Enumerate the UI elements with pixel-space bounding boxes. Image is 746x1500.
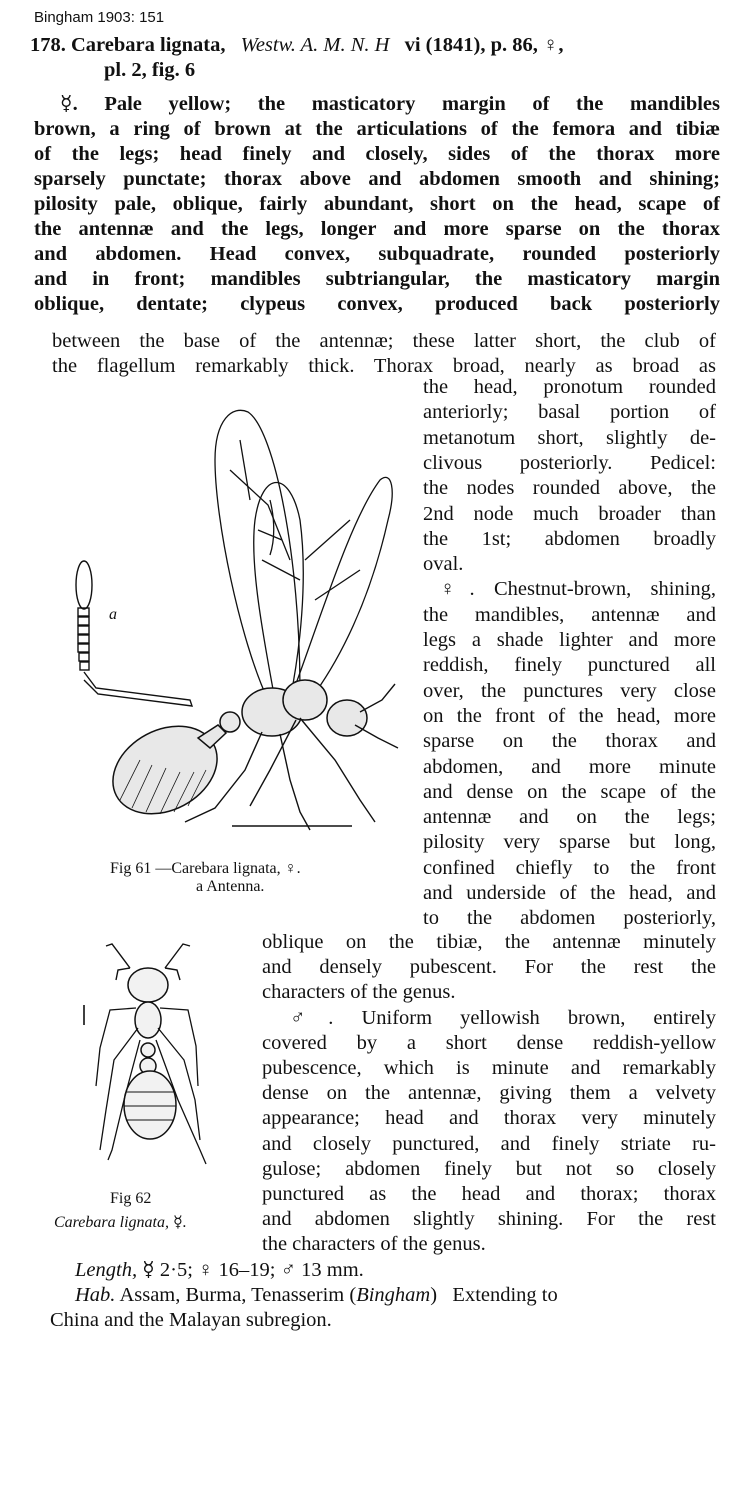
text-line: and abdomen slightly shining. For the rest	[262, 1208, 716, 1231]
species-authority: Westw. A. M. N. H	[240, 34, 390, 56]
text-line: the flagellum remarkably thick. Thorax broad, nearly as broad as	[52, 355, 716, 377]
text-line: the antennæ and the legs, longer and more sparse on the thorax	[34, 218, 720, 240]
text-line: anteriorly; basal portion of	[423, 401, 716, 424]
text-line: antennæ and on the legs;	[423, 806, 716, 829]
text-line: ☿. Pale yellow; the masticatory margin of the mandibles	[60, 93, 720, 115]
text-line: the characters of the genus.	[262, 1233, 486, 1256]
text-line: of the legs; head finely and closely, sides of the thorax more	[34, 143, 720, 165]
text-line: the nodes rounded above, the	[423, 477, 716, 500]
text-line: and densely pubescent. For the rest the	[262, 956, 716, 979]
text-line: pilosity pale, oblique, fairly abundant, short on the head, scape of	[34, 193, 720, 215]
text-line: sparsely punctate; thorax above and abdomen smooth and shining;	[34, 168, 720, 190]
text-line: the mandibles, antennæ and	[423, 603, 716, 626]
text-line: characters of the genus.	[262, 981, 456, 1004]
text-line: over, the punctures very close	[423, 679, 716, 702]
text-line: 2nd node much broader than	[423, 502, 716, 525]
fig61-subcaption: a Antenna.	[196, 878, 265, 895]
text-line: legs a shade lighter and more	[423, 629, 716, 651]
text-line: reddish, finely punctured all	[423, 654, 716, 677]
fig62-caption-line2: Carebara lignata, ☿.	[54, 1214, 187, 1231]
habitat-collector: Bingham	[356, 1284, 431, 1306]
text-line: oblique on the tibiæ, the antennæ minutely	[262, 931, 716, 953]
habitat-line2: China and the Malayan subregion.	[50, 1309, 332, 1331]
text-line: and dense on the scape of the	[423, 780, 716, 803]
species-reference: vi (1841), p. 86, ♀,	[404, 34, 564, 56]
text-line: the 1st; abdomen broadly	[423, 527, 716, 550]
text-line: pubescence, which is minute and remarkably	[262, 1057, 716, 1079]
text-line: punctured as the head and thorax; thorax	[262, 1183, 716, 1205]
text-line: pilosity very sparse but long,	[423, 831, 716, 854]
fig61-caption: Fig 61 —Carebara lignata, ♀.	[110, 860, 301, 877]
species-number: 178.	[30, 34, 66, 56]
length-label: Length,	[75, 1259, 138, 1281]
text-line: and in front; mandibles subtriangular, the masticatory margin	[34, 268, 720, 290]
text-line: and underside of the head, and	[423, 882, 716, 904]
text-line: sparse on the thorax and	[423, 730, 716, 753]
text-line: the head, pronotum rounded	[423, 376, 716, 398]
running-head: Bingham 1903: 151	[34, 9, 165, 26]
text-line: and closely punctured, and finely striate ru-	[262, 1132, 716, 1155]
text-line: ♀. Chestnut-brown, shining,	[440, 578, 716, 601]
text-line: covered by a short dense reddish-yellow	[262, 1031, 716, 1054]
text-line: brown, a ring of brown at the articulations of the femora and tibiæ	[34, 118, 720, 140]
habitat-text1: Assam, Burma, Tenasserim (	[119, 1284, 357, 1306]
fig62-caption-line1: Fig 62	[110, 1190, 152, 1207]
text-line: and abdomen. Head convex, subquadrate, rounded posteriorly	[34, 243, 720, 265]
text-line: clivous posteriorly. Pedicel:	[423, 451, 716, 474]
text-line: confined chiefly to the front	[423, 856, 716, 879]
habitat-label: Hab.	[75, 1284, 116, 1306]
habitat-line	[75, 1283, 715, 1308]
text-line: gulose; abdomen finely but not so closely	[262, 1157, 716, 1180]
text-line: ♂. Uniform yellowish brown, entirely	[290, 1006, 716, 1029]
length-line	[75, 1258, 364, 1283]
text-line: to the abdomen posteriorly,	[423, 907, 716, 930]
species-plate: pl. 2, fig. 6	[104, 59, 196, 81]
text-line: on the front of the head, more	[423, 704, 716, 727]
habitat-text2: ) Extending to	[430, 1284, 558, 1306]
text-line: dense on the antennæ, giving them a velvety	[262, 1082, 716, 1105]
text-line: metanotum short, slightly de-	[423, 426, 716, 449]
fig61-label-a: a	[109, 606, 117, 623]
text-line: abdomen, and more minute	[423, 755, 716, 778]
text-line: between the base of the antennæ; these latter short, the club of	[52, 330, 716, 352]
length-values: ☿ 2·5; ♀ 16–19; ♂ 13 mm.	[142, 1259, 364, 1281]
species-name: Carebara lignata,	[71, 34, 226, 56]
text-line: oval.	[423, 553, 464, 576]
text-line: oblique, dentate; clypeus convex, produced back posteriorly	[34, 293, 720, 315]
text-line: appearance; head and thorax very minutely	[262, 1107, 716, 1130]
